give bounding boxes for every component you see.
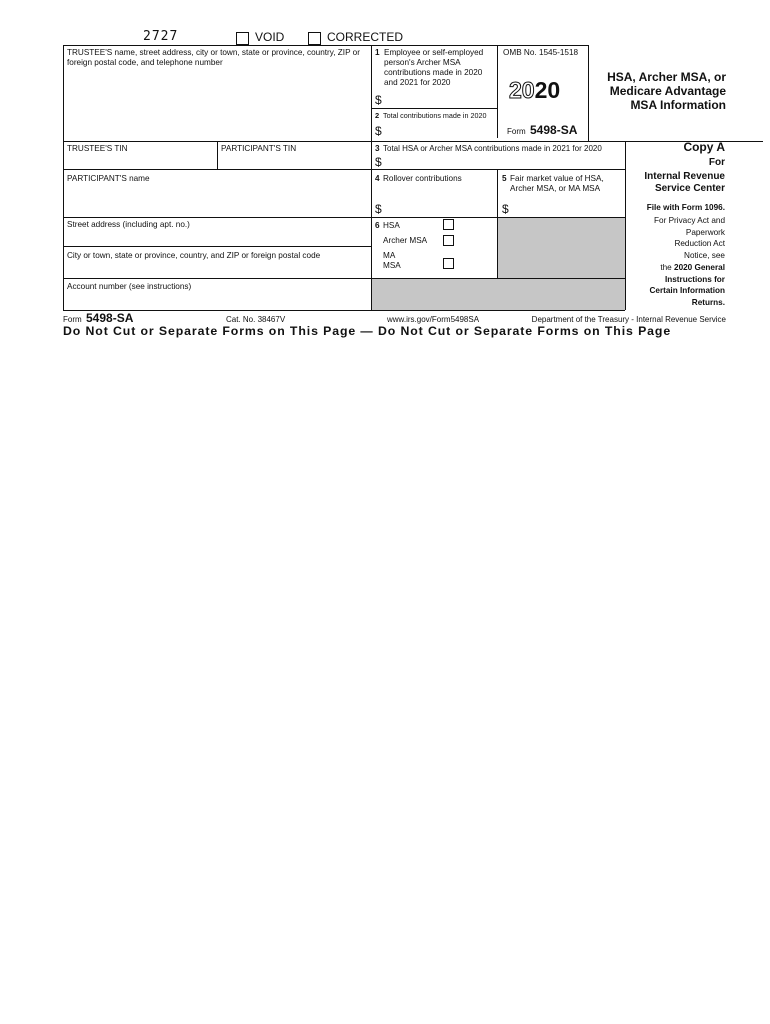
- omb-number: OMB No. 1545-1518: [503, 48, 579, 57]
- trustee-tin-field[interactable]: [64, 154, 216, 168]
- box-6-number: 6: [375, 221, 380, 230]
- copy-irs-line-1: Internal Revenue: [644, 171, 725, 182]
- trustee-name-label: TRUSTEE'S name, street address, city or town, state or province, country, ZIP or foreign postal code, and telephone number: [67, 48, 360, 67]
- copy-for-label: For: [708, 157, 725, 168]
- box-6-ma-label-line-2: MSA: [383, 261, 401, 270]
- box-5-number: 5: [502, 174, 507, 183]
- box-5-amount-field[interactable]: [513, 200, 622, 216]
- tax-year-bold: 20: [534, 77, 561, 103]
- do-not-cut-warning: Do Not Cut or Separate Forms on This Page — Do Not Cut or Separate Forms on This Page: [63, 324, 672, 338]
- tax-year: [509, 77, 560, 103]
- box-1-label: Employee or self-employed person's Archer MSA contributions made in 2020 and 2021 for 2020: [384, 48, 484, 87]
- form-title-line-1: HSA, Archer MSA, or: [607, 70, 726, 84]
- trustee-tin-label: TRUSTEE'S TIN: [67, 144, 128, 153]
- box-5-dollar: $: [502, 202, 509, 216]
- box-4-label: Rollover contributions: [383, 174, 462, 183]
- omb-form-number: 5498-SA: [530, 123, 578, 137]
- copy-a-label: Copy A: [683, 140, 725, 154]
- corrected-label: CORRECTED: [327, 30, 404, 44]
- account-number-field[interactable]: [64, 293, 370, 309]
- privacy-line-1: For Privacy Act and: [654, 216, 725, 225]
- box-1-amount-field[interactable]: [386, 93, 494, 107]
- box-3-dollar: $: [375, 155, 382, 169]
- form-title-line-3: MSA Information: [630, 98, 726, 112]
- footer-department: Department of the Treasury - Internal Revenue Service: [531, 315, 726, 324]
- box-2-amount-field[interactable]: [386, 123, 494, 139]
- void-label: VOID: [255, 30, 285, 44]
- file-with-label: File with Form 1096.: [646, 203, 725, 212]
- footer-form-number: 5498-SA: [86, 311, 134, 325]
- privacy-line-5-prefix: the: [660, 263, 675, 272]
- footer-website: www.irs.gov/Form5498SA: [387, 315, 480, 324]
- shaded-area-box-6-right: [498, 218, 625, 278]
- void-checkbox[interactable]: [236, 32, 249, 45]
- city-label: City or town, state or province, country, and ZIP or foreign postal code: [67, 251, 321, 260]
- box-4-number: 4: [375, 174, 380, 183]
- box-1-dollar: $: [375, 93, 382, 107]
- box-6-ma-label-line-1: MA: [383, 251, 396, 260]
- participant-tin-field[interactable]: [218, 154, 370, 168]
- participant-tin-label: PARTICIPANT'S TIN: [221, 144, 297, 153]
- box-4-amount-field[interactable]: [386, 200, 494, 216]
- box-3-label: Total HSA or Archer MSA contributions made in 2021 for 2020: [383, 144, 602, 153]
- box-5-label: Fair market value of HSA, Archer MSA, or MA MSA: [510, 174, 604, 193]
- box-6-hsa-checkbox[interactable]: [443, 219, 454, 230]
- box-3-number: 3: [375, 144, 380, 153]
- tax-year-outline: 20: [509, 77, 535, 103]
- account-number-label: Account number (see instructions): [67, 282, 192, 291]
- box-6-archer-checkbox[interactable]: [443, 235, 454, 246]
- privacy-line-5-bold: 2020 General: [674, 263, 725, 272]
- privacy-line-6: Instructions for: [664, 275, 725, 284]
- privacy-line-4: Notice, see: [684, 251, 725, 260]
- box-2-label: Total contributions made in 2020: [383, 111, 487, 120]
- corrected-checkbox[interactable]: [308, 32, 321, 45]
- omb-form-prefix: Form: [507, 127, 526, 136]
- participant-name-field[interactable]: [64, 186, 370, 216]
- box-3-amount-field[interactable]: [386, 155, 622, 168]
- shaded-area-account-row: [372, 279, 625, 310]
- privacy-line-8: Returns.: [691, 298, 725, 307]
- privacy-line-2: Paperwork: [685, 228, 725, 237]
- city-field[interactable]: [64, 262, 370, 277]
- privacy-line-3: Reduction Act: [674, 239, 725, 248]
- participant-name-label: PARTICIPANT'S name: [67, 174, 150, 183]
- trustee-name-field[interactable]: [64, 70, 370, 140]
- box-4-dollar: $: [375, 202, 382, 216]
- privacy-line-7: Certain Information: [649, 286, 725, 295]
- box-6-archer-label: Archer MSA: [383, 236, 428, 245]
- box-2-number: 2: [375, 111, 380, 120]
- box-1-number: 1: [375, 48, 380, 57]
- street-address-label: Street address (including apt. no.): [67, 220, 190, 229]
- form-title-line-2: Medicare Advantage: [609, 84, 726, 98]
- footer-cat-no: Cat. No. 38467V: [226, 315, 286, 324]
- copy-irs-line-2: Service Center: [654, 183, 725, 194]
- street-address-field[interactable]: [64, 231, 370, 245]
- box-2-dollar: $: [375, 124, 382, 138]
- footer-form-prefix: Form: [63, 315, 82, 324]
- form-code: 2727: [143, 29, 179, 44]
- privacy-line-5: [628, 263, 725, 273]
- box-6-hsa-label: HSA: [383, 221, 400, 230]
- box-6-ma-msa-checkbox[interactable]: [443, 258, 454, 269]
